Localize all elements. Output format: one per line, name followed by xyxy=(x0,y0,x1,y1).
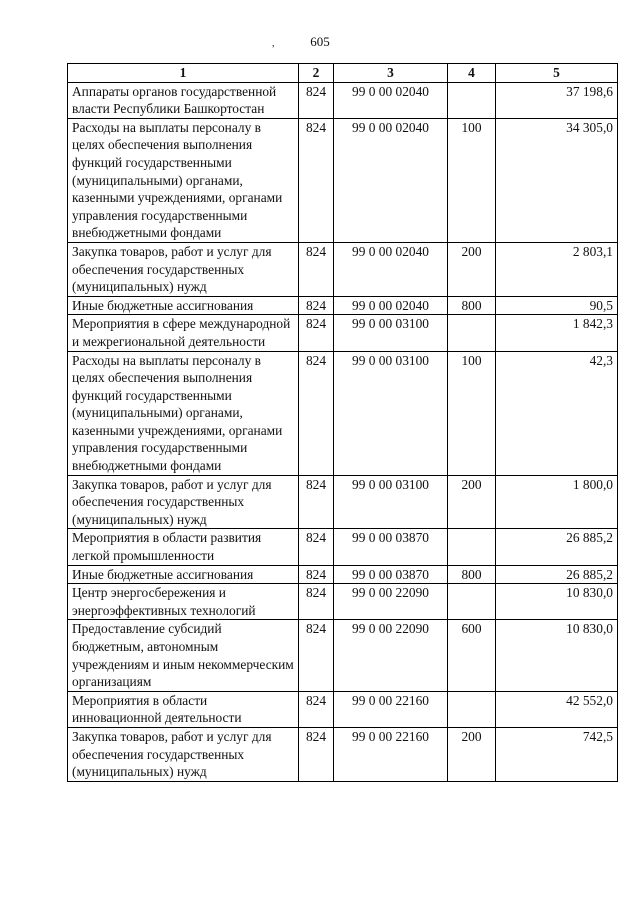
row-type: 800 xyxy=(448,565,496,584)
row-name: Аппараты органов государственной власти Республики Башкортостан xyxy=(68,82,299,118)
table-row xyxy=(68,584,618,620)
header-cell-3: 3 xyxy=(334,64,448,83)
table-row xyxy=(68,620,618,691)
row-name: Мероприятия в сфере международной и межрегиональной деятельности xyxy=(68,315,299,351)
row-code: 824 xyxy=(299,118,334,242)
row-article: 99 0 00 03100 xyxy=(334,475,448,529)
row-type xyxy=(448,82,496,118)
table-row xyxy=(68,529,618,565)
row-article: 99 0 00 03100 xyxy=(334,351,448,475)
row-article: 99 0 00 22090 xyxy=(334,584,448,620)
row-article: 99 0 00 03870 xyxy=(334,529,448,565)
row-amount: 34 305,0 xyxy=(496,118,618,242)
row-name: Закупка товаров, работ и услуг для обеспечения государственных (муниципальных) нужд xyxy=(68,242,299,296)
page-number: 605 xyxy=(310,34,330,49)
row-article: 99 0 00 22090 xyxy=(334,620,448,691)
table-row xyxy=(68,727,618,781)
row-amount: 2 803,1 xyxy=(496,242,618,296)
row-name: Расходы на выплаты персоналу в целях обеспечения выполнения функций государственными (муниципальными) органами, казенными учреждениями, органами управления государственными внебюджетными фондами xyxy=(68,118,299,242)
row-code: 824 xyxy=(299,584,334,620)
budget-table xyxy=(67,63,618,782)
table-row xyxy=(68,118,618,242)
table-row xyxy=(68,82,618,118)
table-row xyxy=(68,351,618,475)
row-article: 99 0 00 22160 xyxy=(334,691,448,727)
table-row xyxy=(68,296,618,315)
row-code: 824 xyxy=(299,565,334,584)
row-code: 824 xyxy=(299,82,334,118)
row-type xyxy=(448,584,496,620)
row-name: Иные бюджетные ассигнования xyxy=(68,296,299,315)
row-amount: 1 842,3 xyxy=(496,315,618,351)
row-name: Мероприятия в области инновационной деятельности xyxy=(68,691,299,727)
row-name: Иные бюджетные ассигнования xyxy=(68,565,299,584)
row-name: Расходы на выплаты персоналу в целях обеспечения выполнения функций государственными (муниципальными) органами, казенными учреждениями, органами управления государственными внебюджетными фондами xyxy=(68,351,299,475)
row-type: 100 xyxy=(448,118,496,242)
table-row xyxy=(68,315,618,351)
row-article: 99 0 00 02040 xyxy=(334,82,448,118)
table-row xyxy=(68,475,618,529)
row-amount: 42,3 xyxy=(496,351,618,475)
row-code: 824 xyxy=(299,315,334,351)
row-type xyxy=(448,529,496,565)
row-type: 200 xyxy=(448,727,496,781)
row-name: Закупка товаров, работ и услуг для обеспечения государственных (муниципальных) нужд xyxy=(68,727,299,781)
row-type xyxy=(448,691,496,727)
row-code: 824 xyxy=(299,242,334,296)
row-article: 99 0 00 02040 xyxy=(334,118,448,242)
row-type: 200 xyxy=(448,242,496,296)
row-article: 99 0 00 03100 xyxy=(334,315,448,351)
table-row xyxy=(68,565,618,584)
row-type xyxy=(448,315,496,351)
row-amount: 10 830,0 xyxy=(496,620,618,691)
row-name: Закупка товаров, работ и услуг для обеспечения государственных (муниципальных) нужд xyxy=(68,475,299,529)
header-cell-2: 2 xyxy=(299,64,334,83)
row-amount: 10 830,0 xyxy=(496,584,618,620)
row-type: 100 xyxy=(448,351,496,475)
row-amount: 1 800,0 xyxy=(496,475,618,529)
row-amount: 742,5 xyxy=(496,727,618,781)
row-article: 99 0 00 02040 xyxy=(334,296,448,315)
row-article: 99 0 00 02040 xyxy=(334,242,448,296)
header-row xyxy=(68,64,618,83)
row-amount: 26 885,2 xyxy=(496,565,618,584)
row-code: 824 xyxy=(299,529,334,565)
table-row xyxy=(68,691,618,727)
row-code: 824 xyxy=(299,475,334,529)
table-row xyxy=(68,242,618,296)
header-cell-1: 1 xyxy=(68,64,299,83)
row-code: 824 xyxy=(299,296,334,315)
row-amount: 90,5 xyxy=(496,296,618,315)
row-type: 600 xyxy=(448,620,496,691)
row-name: Мероприятия в области развития легкой промышленности xyxy=(68,529,299,565)
row-type: 200 xyxy=(448,475,496,529)
row-name: Предоставление субсидий бюджетным, автономным учреждениям и иным некоммерческим организациям xyxy=(68,620,299,691)
row-amount: 42 552,0 xyxy=(496,691,618,727)
row-code: 824 xyxy=(299,727,334,781)
row-amount: 37 198,6 xyxy=(496,82,618,118)
header-cell-4: 4 xyxy=(448,64,496,83)
row-code: 824 xyxy=(299,691,334,727)
row-amount: 26 885,2 xyxy=(496,529,618,565)
row-code: 824 xyxy=(299,351,334,475)
row-code: 824 xyxy=(299,620,334,691)
row-article: 99 0 00 22160 xyxy=(334,727,448,781)
header-cell-5: 5 xyxy=(496,64,618,83)
row-article: 99 0 00 03870 xyxy=(334,565,448,584)
row-type: 800 xyxy=(448,296,496,315)
row-name: Центр энергосбережения и энергоэффективных технологий xyxy=(68,584,299,620)
page-mark: , xyxy=(272,38,275,49)
